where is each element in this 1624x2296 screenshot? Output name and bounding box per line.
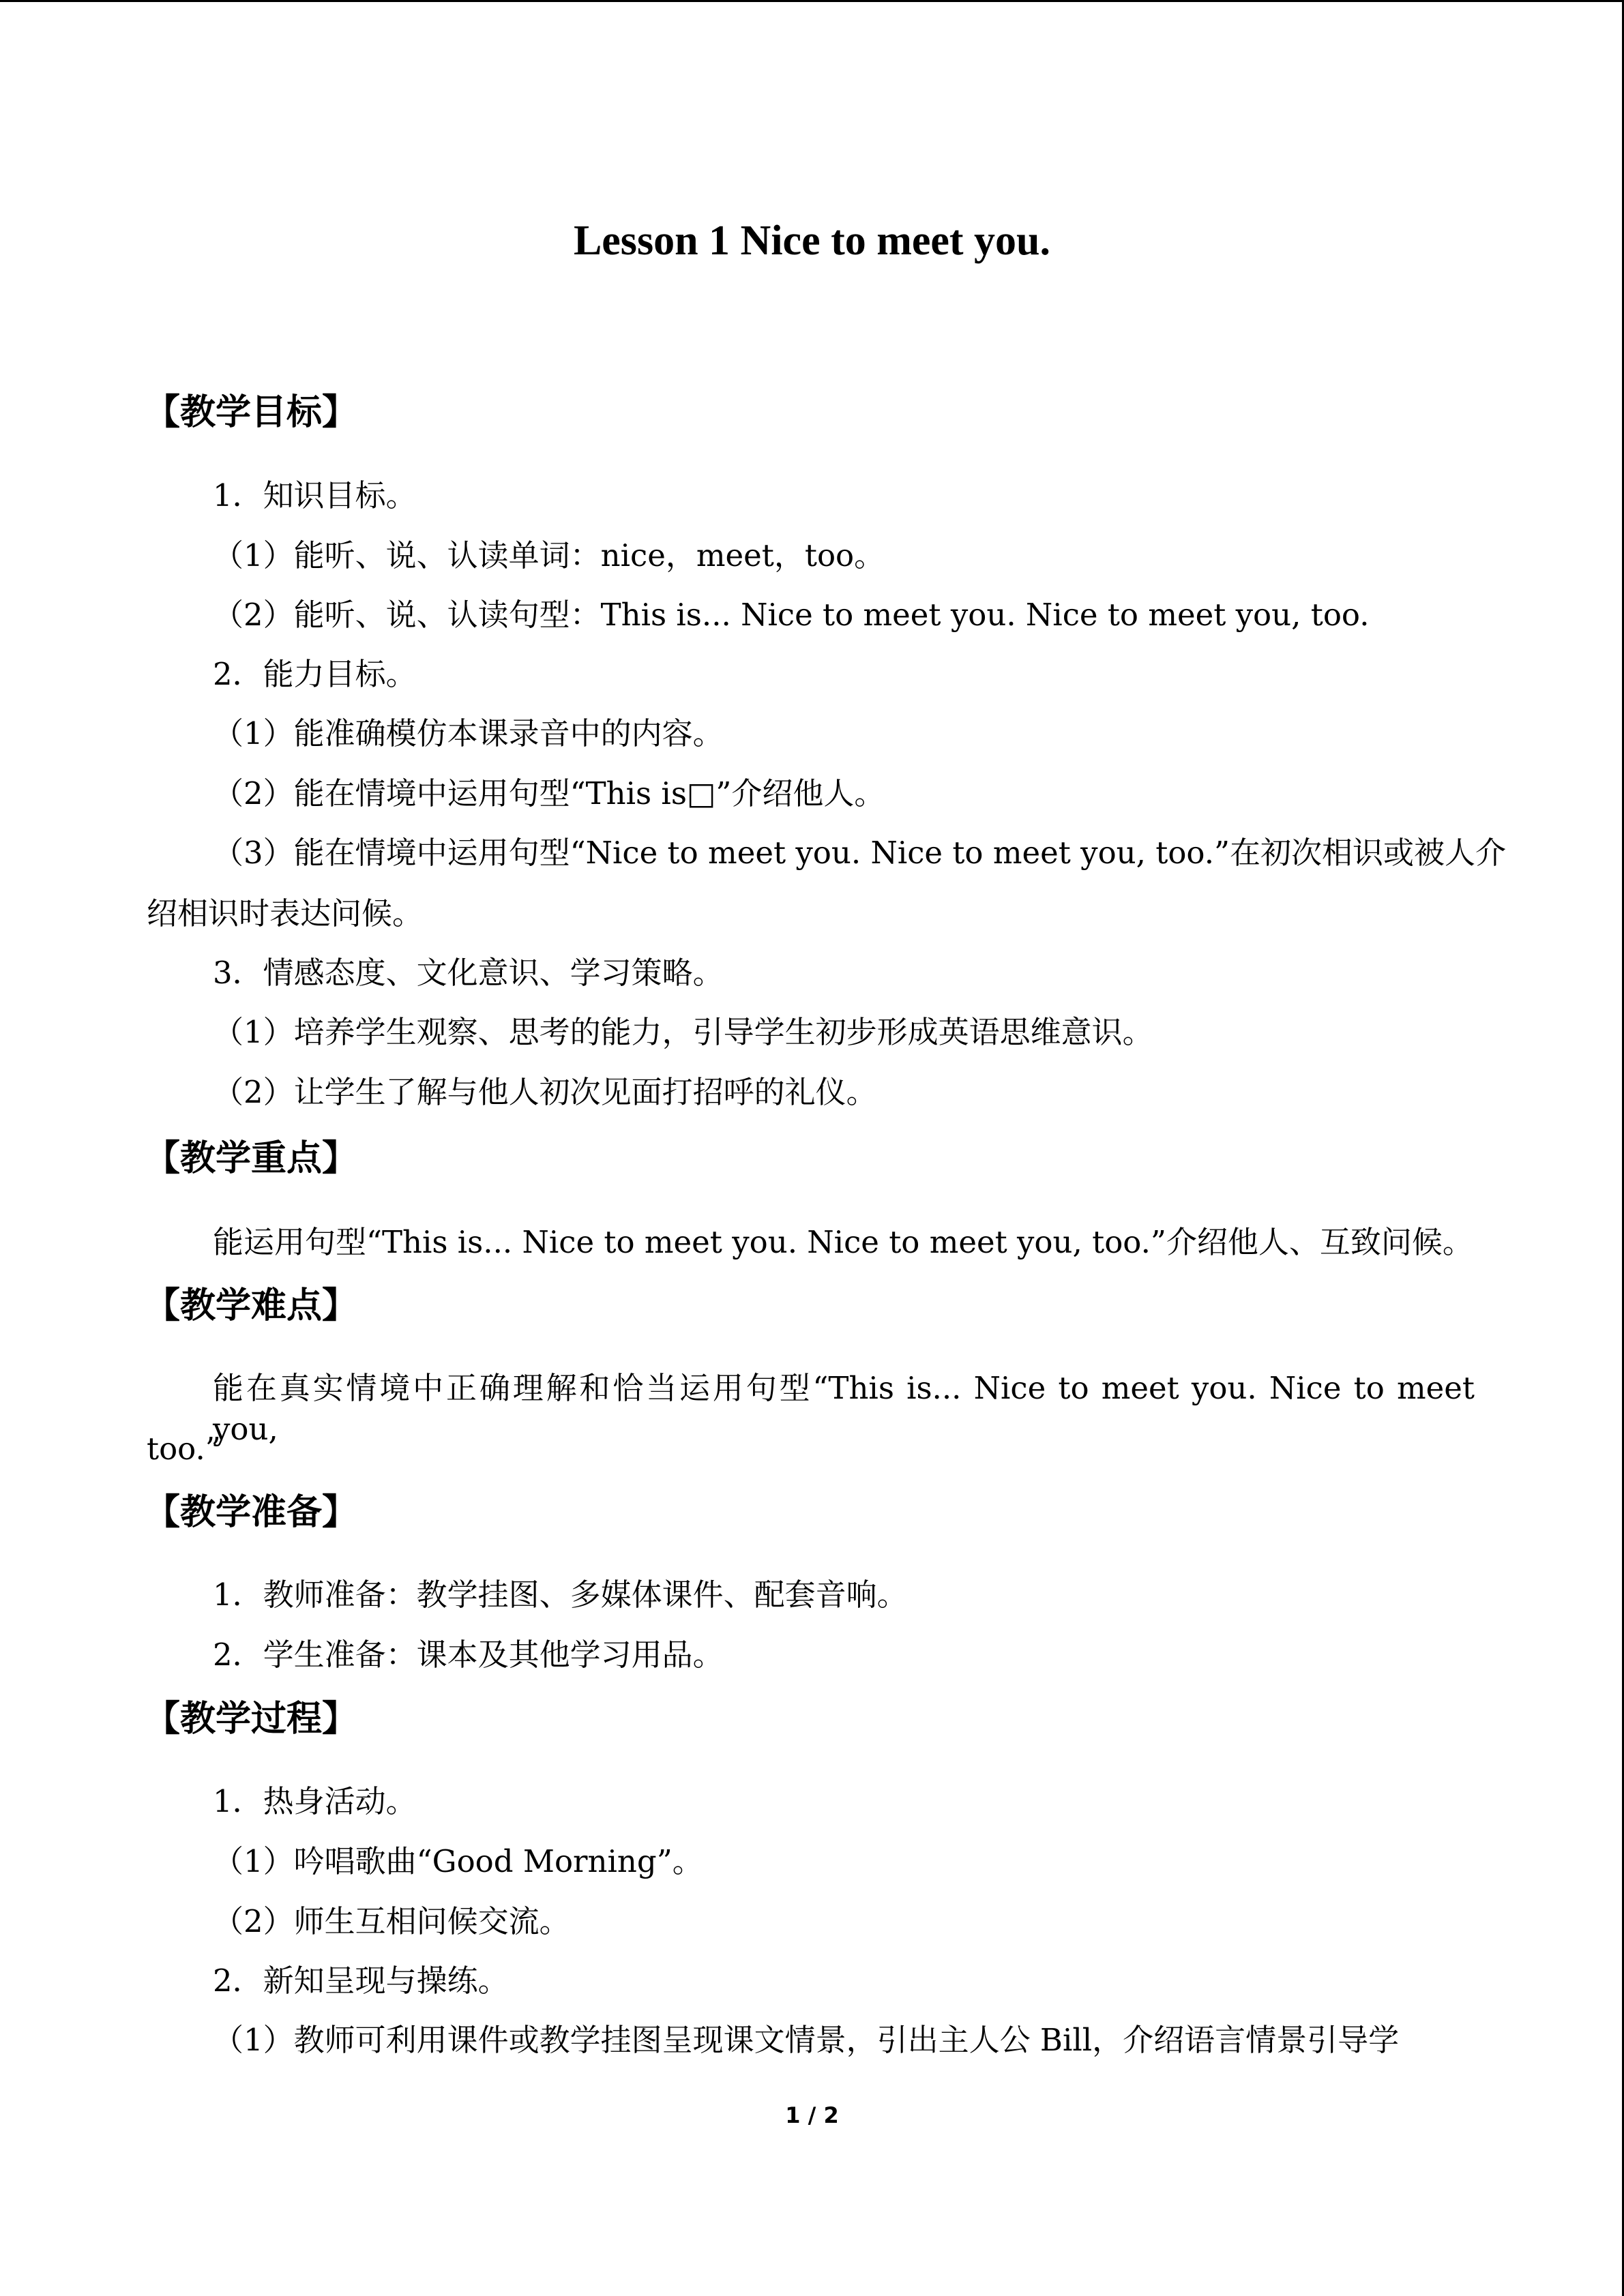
objective-line: （1）能准确模仿本课录音中的内容。 [213,715,724,751]
section-heading-process: 【教学过程】 [145,1699,358,1740]
difficulty-line: too.” [147,1431,221,1467]
process-line: （2）师生互相问候交流。 [213,1903,570,1939]
preparation-line: 2．学生准备：课本及其他学习用品。 [213,1637,724,1673]
objective-line: （1）培养学生观察、思考的能力，引导学生初步形成英语思维意识。 [213,1014,1153,1050]
objective-line: （3）能在情境中运用句型“Nice to meet you. Nice to meet you, too.”在初次相识或被人介 [213,835,1507,871]
key-point-line: 能运用句型“This is... Nice to meet you. Nice to meet you, too.”介绍他人、互致问候。 [213,1224,1473,1260]
process-line: （1）教师可利用课件或教学挂图呈现课文情景，引出主人公 Bill，介绍语言情景引导学 [213,2022,1400,2058]
objective-line: （1）能听、说、认读单词：nice，meet，too。 [213,537,885,573]
process-line: 1．热身活动。 [213,1783,417,1819]
document-title: Lesson 1 Nice to meet you. [573,218,1051,264]
objective-line: （2）能在情境中运用句型“This is□”介绍他人。 [213,775,885,811]
process-line: （1）吟唱歌曲“Good Morning”。 [213,1843,703,1879]
difficulty-line: 能在真实情境中正确理解和恰当运用句型“This is... Nice to meet you. Nice to meet you, [213,1370,1475,1447]
objective-line: 3．情感态度、文化意识、学习策略。 [213,955,724,991]
page-border-top [0,0,1624,2]
section-heading-preparation: 【教学准备】 [145,1492,358,1533]
section-heading-objectives: 【教学目标】 [145,392,358,433]
section-heading-difficulties: 【教学难点】 [145,1285,358,1326]
process-line: 2．新知呈现与操练。 [213,1963,509,1999]
objective-line: 绍相识时表达问候。 [147,895,424,931]
objective-line: （2）让学生了解与他人初次见面打招呼的礼仪。 [213,1074,877,1110]
section-heading-key-points: 【教学重点】 [145,1138,358,1179]
objective-line: （2）能听、说、认读句型：This is... Nice to meet you. Nice to meet you, too. [213,597,1370,633]
objective-line: 2．能力目标。 [213,656,417,692]
objective-line: 1．知识目标。 [213,477,417,513]
preparation-line: 1．教师准备：教学挂图、多媒体课件、配套音响。 [213,1577,908,1613]
page-number: 1 / 2 [785,2102,839,2128]
